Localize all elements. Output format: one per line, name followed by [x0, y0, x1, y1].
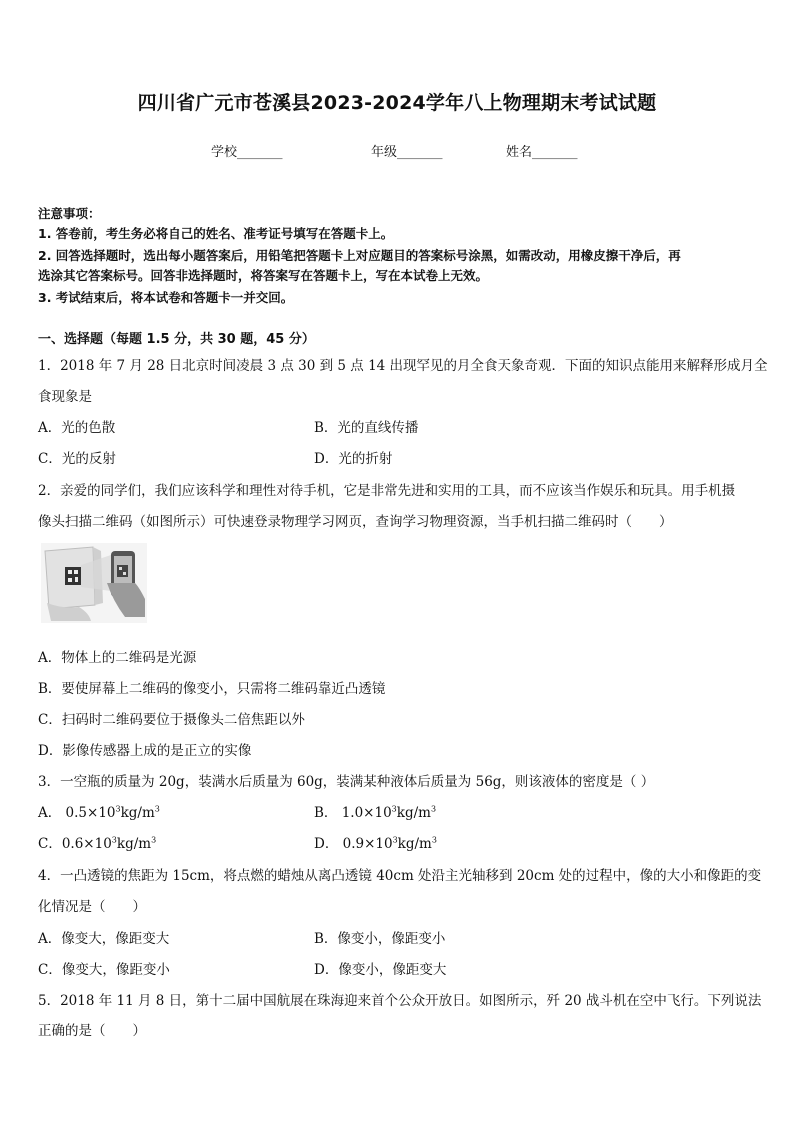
question-text: 化情况是（ ） — [38, 899, 146, 915]
option-c: C．像变大，像距变小 — [38, 962, 170, 978]
name-field: 姓名_______ — [506, 145, 578, 160]
exam-title: 四川省广元市苍溪县2023-2024学年八上物理期末考试试题 — [137, 92, 657, 114]
option-d: D．影像传感器上成的是正立的实像 — [38, 743, 252, 759]
option-a: A．光的色散 — [38, 420, 116, 436]
exponent: 3 — [430, 804, 437, 814]
exponent: 3 — [154, 804, 160, 814]
grade-field: 年级_______ — [371, 145, 443, 160]
exponent: 3 — [431, 835, 437, 845]
note-item: 1. 答卷前，考生务必将自己的姓名、准考证号填写在答题卡上。 — [38, 226, 394, 241]
phone-scanning-qr-code-image — [41, 543, 147, 623]
option-c — [38, 832, 156, 852]
question-text: 像头扫描二维码（如图所示）可快速登录物理学习网页，查询学习物理资源，当手机扫描二维码时（ ） — [38, 514, 673, 530]
option-b — [314, 801, 436, 821]
option-c-unit: kg/m — [116, 836, 152, 852]
option-c-value: C．0.6×10 — [38, 836, 112, 852]
note-item: 2. 回答选择题时，选出每小题答案后，用铅笔把答题卡上对应题目的答案标号涂黑，如需改动，用橡皮擦干净后，再 — [38, 248, 681, 263]
question-text: 4．一凸透镜的焦距为 15cm，将点燃的蜡烛从离凸透镜 40cm 处沿主光轴移到 20cm 处的过程中，像的大小和像距的变 — [38, 868, 762, 884]
option-a: A．物体上的二维码是光源 — [38, 650, 197, 666]
exponent: 3 — [111, 835, 117, 845]
option-a — [38, 801, 160, 821]
section-heading: 一、选择题（每题 1.5 分，共 30 题，45 分） — [38, 332, 315, 347]
option-a-value: A． 0.5×10 — [38, 805, 116, 821]
option-d — [314, 832, 437, 852]
note-item: 选涂其它答案标号。回答非选择题时，将答案写在答题卡上，写在本试卷上无效。 — [38, 268, 489, 283]
question-text: 1．2018 年 7 月 28 日北京时间凌晨 3 点 30 到 5 点 14 出现罕见的月全食天象奇观．下面的知识点能用来解释形成月全 — [38, 358, 768, 374]
question-text: 食现象是 — [38, 389, 92, 405]
option-c: C．扫码时二维码要位于摄像头二倍焦距以外 — [38, 712, 305, 728]
option-b-value: B． 1.0×10 — [314, 805, 392, 821]
option-b: B．要使屏幕上二维码的像变小，只需将二维码靠近凸透镜 — [38, 681, 386, 697]
option-b: B．光的直线传播 — [314, 420, 419, 436]
question-text: 5．2018 年 11 月 8 日，第十二届中国航展在珠海迎来首个公众开放日。如图所示，歼 20 战斗机在空中飞行。下列说法 — [38, 993, 762, 1009]
option-b-unit: kg/m — [396, 805, 431, 821]
note-item: 3. 考试结束后，将本试卷和答题卡一并交回。 — [38, 290, 294, 305]
exponent: 3 — [115, 804, 121, 814]
option-d: D．像变小，像距变大 — [314, 962, 447, 978]
question-text: 3．一空瓶的质量为 20g，装满水后质量为 60g，装满某种液体后质量为 56g，则该液体的密度是（ ） — [38, 774, 655, 790]
exponent: 3 — [391, 804, 397, 814]
question-text: 正确的是（ ） — [38, 1023, 146, 1039]
option-d-value: D． 0.9×10 — [314, 836, 393, 852]
exponent: 3 — [151, 835, 157, 845]
option-d-unit: kg/m — [397, 836, 432, 852]
notes-heading: 注意事项： — [38, 206, 101, 221]
question-text: 2．亲爱的同学们，我们应该科学和理性对待手机，它是非常先进和实用的工具，而不应该当作娱乐和玩具。用手机摄 — [38, 483, 736, 499]
option-c: C．光的反射 — [38, 451, 116, 467]
option-d: D．光的折射 — [314, 451, 393, 467]
school-field: 学校_______ — [211, 145, 283, 160]
exponent: 3 — [392, 835, 398, 845]
option-a: A．像变大，像距变大 — [38, 931, 170, 947]
option-b: B．像变小，像距变小 — [314, 931, 446, 947]
option-a-unit: kg/m — [120, 805, 155, 821]
